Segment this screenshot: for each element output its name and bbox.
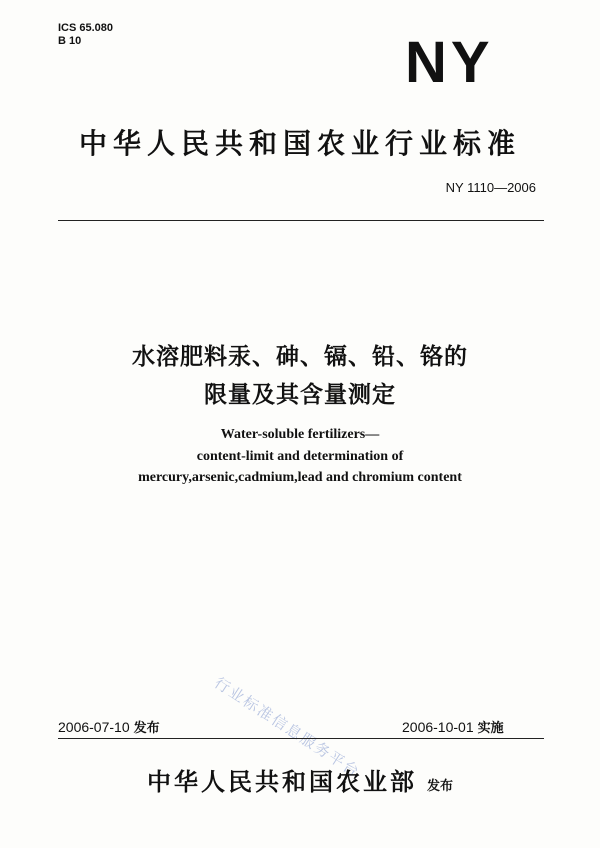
ny-logo: NY: [405, 30, 494, 95]
classification-block: [58, 22, 113, 48]
implementation-date-block: [402, 717, 504, 736]
english-title-line-3: mercury,arsenic,cadmium,lead and chromium content: [138, 470, 462, 485]
standard-number: NY 1110—2006: [445, 180, 536, 195]
implementation-label: 实施: [477, 721, 504, 736]
bottom-divider: [58, 738, 544, 739]
issue-label: 发布: [133, 721, 160, 736]
publisher-name: 中华人民共和国农业部: [146, 768, 417, 796]
ics-code: ICS 65.080: [58, 22, 114, 34]
watermark: 行业标准信息服务平台: [211, 673, 364, 782]
top-divider: [58, 220, 544, 221]
publisher-block: [0, 762, 600, 797]
english-title-line-2: content-limit and determination of: [196, 449, 404, 464]
chinese-title-line-2: 限量及其含量测定: [204, 382, 396, 408]
english-title-line-1: Water-soluble fertilizers—: [220, 427, 380, 442]
chinese-title-line-1: 水溶肥料汞、砷、镉、铅、铬的: [132, 344, 468, 370]
publisher-verb: 发布: [426, 779, 453, 794]
issue-date-block: [58, 717, 160, 736]
classification-code: B 10: [58, 35, 82, 47]
implementation-date: 2006-10-01: [402, 719, 474, 735]
issue-date: 2006-07-10: [58, 719, 130, 735]
standard-category-title: 中华人民共和国农业行业标准: [78, 127, 521, 160]
